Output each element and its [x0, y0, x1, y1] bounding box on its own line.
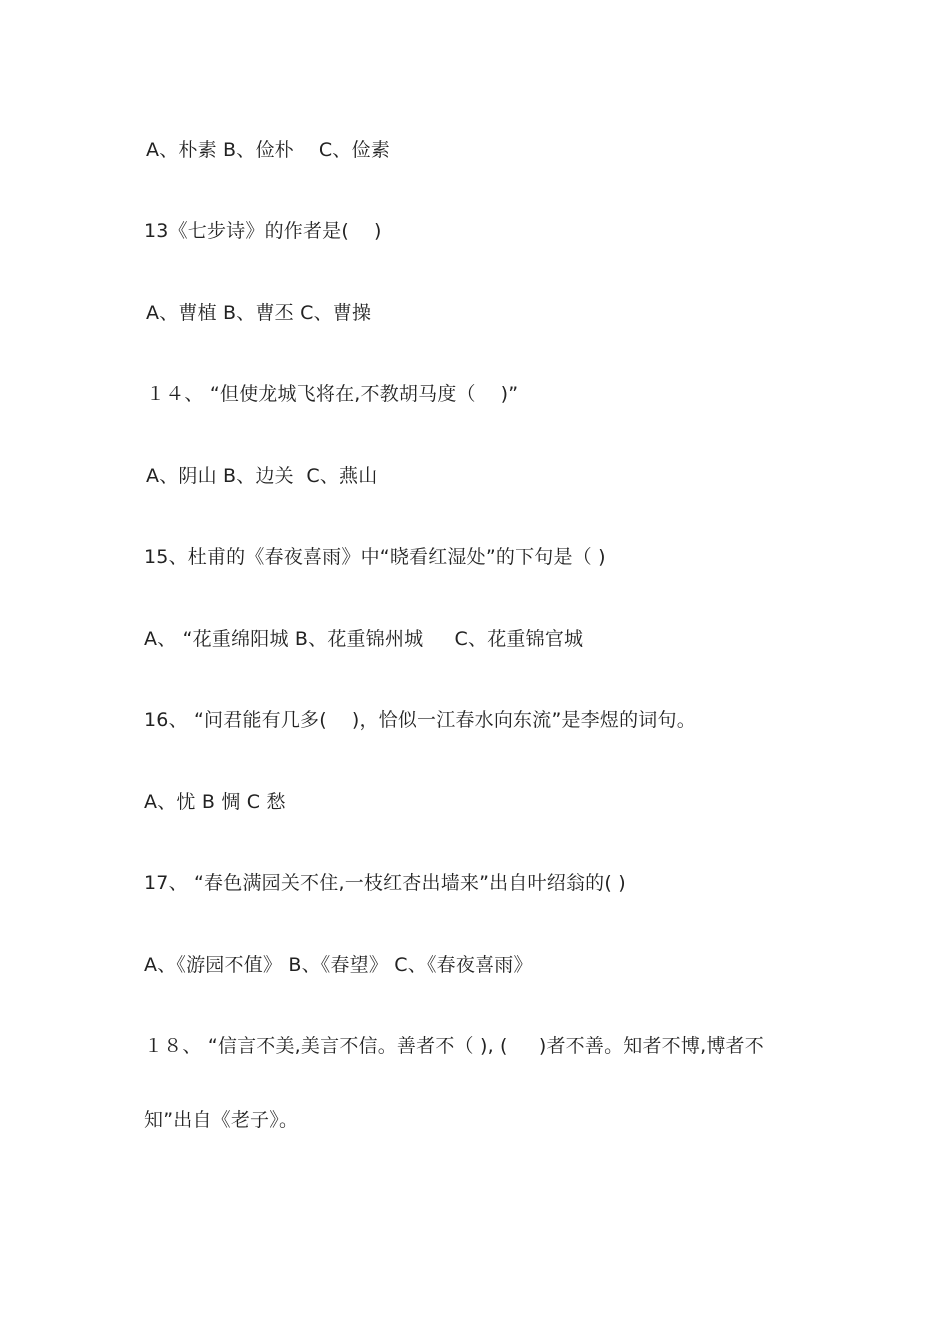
- q15-question: 15、杜甫的《春夜喜雨》中“晓看红湿处”的下句是（ ): [144, 546, 606, 568]
- q16-options: A、忧 B 惆 C 愁: [144, 791, 286, 813]
- q16-question: 16、 “问君能有几多( )，恰似一江春水向东流”是李煜的词句。: [144, 709, 696, 731]
- q15-options: A、 “花重绵阳城 B、花重锦州城 C、花重锦官城: [144, 628, 584, 650]
- q14-options: A、阴山 B、边关 C、燕山: [146, 465, 378, 487]
- q18-question-line2: 知”出自《老子》。: [144, 1109, 299, 1131]
- q17-question: 17、 “春色满园关不住,一枝红杏出墙来”出自叶绍翁的( ): [144, 872, 626, 894]
- q13-question: 13《七步诗》的作者是( ): [144, 220, 382, 242]
- q18-question-line1: １８、 “信言不美,美言不信。善者不（ ), ( )者不善。知者不博,博者不: [144, 1035, 764, 1057]
- q17-options: A、《游园不值》 B、《春望》 C、《春夜喜雨》: [144, 954, 533, 976]
- q14-question: １４、 “但使龙城飞将在,不教胡马度（ )”: [146, 383, 519, 405]
- q13-options: A、曹植 B、曹丕 C、曹操: [146, 302, 372, 324]
- q12-options: A、朴素 B、俭朴 C、俭素: [146, 139, 390, 161]
